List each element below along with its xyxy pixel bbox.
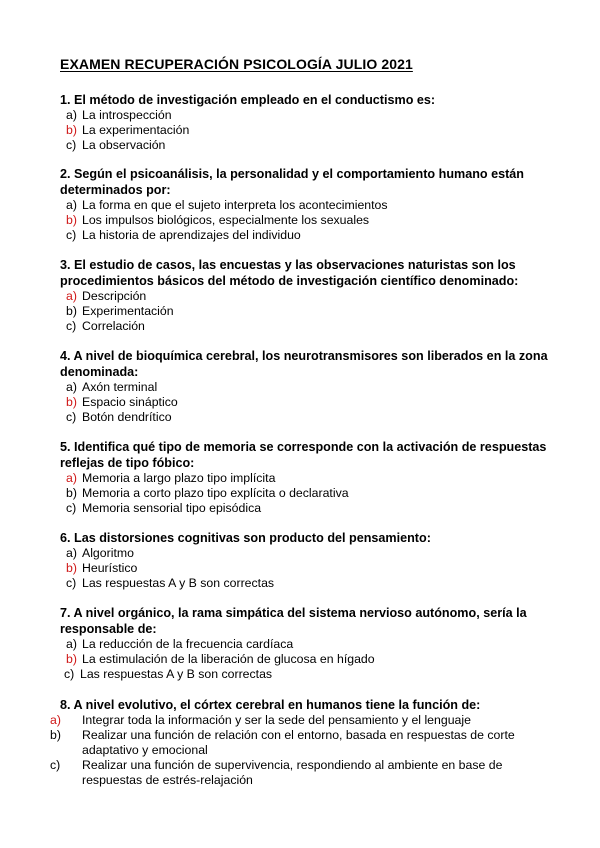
option-c: c) Botón dendrítico [66,410,172,424]
option-a: a) Axón terminal [66,380,158,394]
question-stem: 3. El estudio de casos, las encuestas y las observaciones naturistas son los procedimientos básicos del método de investigación científico denominado: [60,258,519,288]
option-b: b) Realizar una función de relación con el entorno, basada en respuestas de corte adaptativo y emocional [50,728,515,757]
option-b: b) Heurístico [66,561,138,575]
question-1 [60,92,550,153]
option-c: c) Memoria sensorial tipo episódica [66,501,262,515]
option-b: b) La experimentación [66,123,190,137]
option-c: c) La observación [66,138,166,152]
option-b: b) Los impulsos biológicos, especialmente los sexuales [66,213,370,227]
question-4 [60,348,550,425]
option-a: a) La introspección [66,108,172,122]
option-b: b) Memoria a corto plazo tipo explícita o declarativa [66,486,349,500]
option-a: a) Algoritmo [66,546,134,560]
option-b: b) La estimulación de la liberación de glucosa en hígado [66,652,375,666]
question-5 [60,439,550,516]
question-3 [60,257,550,334]
option-c: c) Las respuestas A y B son correctas [64,667,273,681]
question-stem: 4. A nivel de bioquímica cerebral, los neurotransmisores son liberados en la zona denominada: [60,349,548,379]
question-6 [60,530,550,591]
option-b: b) Espacio sináptico [66,395,178,409]
option-a: a) La reducción de la frecuencia cardíaca [66,637,294,651]
option-a: a) Memoria a largo plazo tipo implícita [66,471,276,485]
option-c: c) Las respuestas A y B son correctas [66,576,275,590]
option-c: c) Correlación [66,319,145,333]
option-a: a) Descripción [66,289,147,303]
question-stem: 1. El método de investigación empleado en el conductismo es: [60,93,436,107]
question-7 [60,605,550,682]
question-2 [60,166,550,243]
exam-title: EXAMEN RECUPERACIÓN PSICOLOGÍA JULIO 2021 [60,56,413,72]
question-stem: 6. Las distorsiones cognitivas son producto del pensamiento: [60,531,431,545]
question-stem: 8. A nivel evolutivo, el córtex cerebral en humanos tiene la función de: [60,698,481,712]
option-c: c) Realizar una función de supervivencia, respondiendo al ambiente en base de respuestas de estrés-relajación [50,758,503,787]
option-b: b) Experimentación [66,304,174,318]
question-stem: 5. Identifica qué tipo de memoria se corresponde con la activación de respuestas reflejas de tipo fóbico: [60,440,547,470]
question-8 [50,697,550,788]
option-a: a) La forma en que el sujeto interpreta los acontecimientos [66,198,388,212]
option-a: a) Integrar toda la información y ser la sede del pensamiento y el lenguaje [50,713,471,727]
option-c: c) La historia de aprendizajes del individuo [66,228,301,242]
question-stem: 2. Según el psicoanálisis, la personalidad y el comportamiento humano están determinados por: [60,167,524,197]
question-stem: 7. A nivel orgánico, la rama simpática del sistema nervioso autónomo, sería la responsable de: [60,606,527,636]
